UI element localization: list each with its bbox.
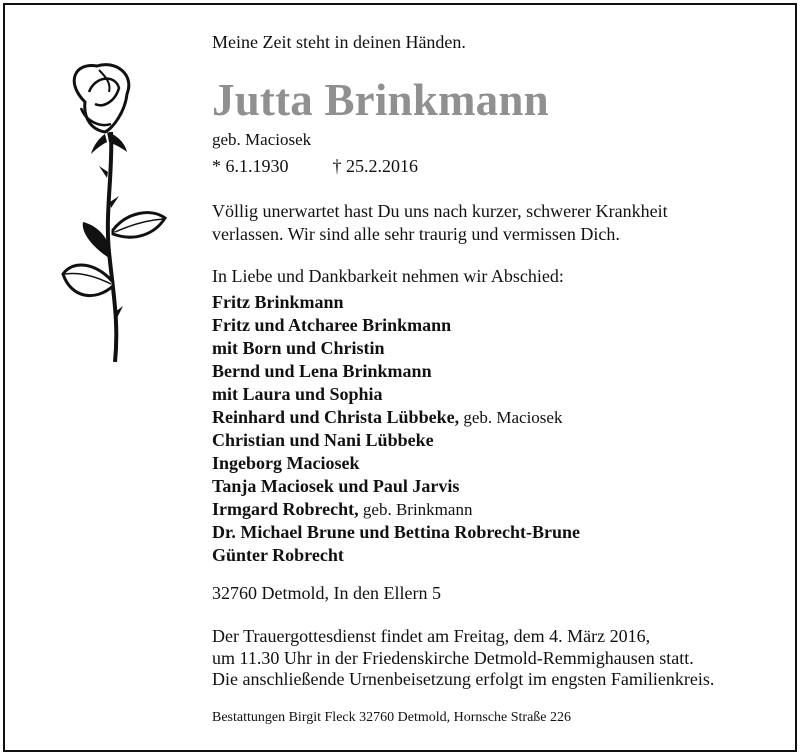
birth-date: * 6.1.1930	[212, 156, 289, 176]
mourner-name: Ingeborg Maciosek	[212, 453, 360, 473]
message-line: Völlig unerwartet hast Du uns nach kurzer, schwerer Krankheit	[212, 201, 668, 221]
mourner-row	[212, 544, 580, 567]
motto: Meine Zeit steht in deinen Händen.	[212, 32, 466, 52]
service-info	[212, 626, 714, 691]
service-line: um 11.30 Uhr in der Friedenskirche Detmold-Remmighausen statt.	[212, 647, 694, 668]
mourner-row	[212, 383, 580, 406]
mourner-name: Tanja Maciosek und Paul Jarvis	[212, 476, 460, 496]
funeral-home-footer: Bestattungen Birgit Fleck 32760 Detmold, Hornsche Straße 226	[212, 710, 572, 725]
mourner-row	[212, 475, 580, 498]
mourner-note: geb. Maciosek	[459, 408, 563, 427]
mourner-row	[212, 337, 580, 360]
mourner-note: geb. Brinkmann	[358, 500, 473, 519]
service-line: Der Trauergottesdienst findet am Freitag, dem 4. März 2016,	[212, 626, 651, 646]
mourner-name: Christian und Nani Lübbeke	[212, 430, 434, 450]
death-date: † 25.2.2016	[332, 156, 418, 176]
mourner-list	[212, 291, 580, 567]
service-line: Die anschließende Urnenbeisetzung erfolgt im engsten Familienkreis.	[212, 669, 715, 689]
mourner-row	[212, 452, 580, 475]
mourner-row	[212, 429, 580, 452]
mourner-name: Günter Robrecht	[212, 545, 344, 565]
family-address: 32760 Detmold, In den Ellern 5	[212, 583, 441, 603]
mourner-name: Dr. Michael Brune und Bettina Robrecht-Brune	[212, 522, 581, 542]
mourner-name: mit Laura und Sophia	[212, 384, 383, 404]
mourner-row	[212, 498, 580, 521]
mourner-row	[212, 521, 580, 544]
rose-icon	[55, 62, 170, 362]
deceased-name: Jutta Brinkmann	[212, 75, 549, 125]
mourner-name: Fritz und Atcharee Brinkmann	[212, 315, 452, 335]
farewell-intro: In Liebe und Dankbarkeit nehmen wir Abschied:	[212, 266, 564, 286]
life-dates	[212, 156, 418, 177]
mourner-row	[212, 291, 580, 314]
mourner-name: mit Born und Christin	[212, 338, 385, 358]
mourner-row	[212, 406, 580, 429]
mourner-row	[212, 360, 580, 383]
mourner-name: Irmgard Robrecht,	[212, 499, 359, 519]
mourner-name: Bernd und Lena Brinkmann	[212, 361, 432, 381]
message	[212, 200, 668, 246]
message-line: verlassen. Wir sind alle sehr traurig und vermissen Dich.	[212, 224, 620, 244]
maiden-name: geb. Maciosek	[212, 130, 312, 149]
mourner-name: Reinhard und Christa Lübbeke,	[212, 407, 460, 427]
mourner-row	[212, 314, 580, 337]
mourner-name: Fritz Brinkmann	[212, 292, 344, 312]
